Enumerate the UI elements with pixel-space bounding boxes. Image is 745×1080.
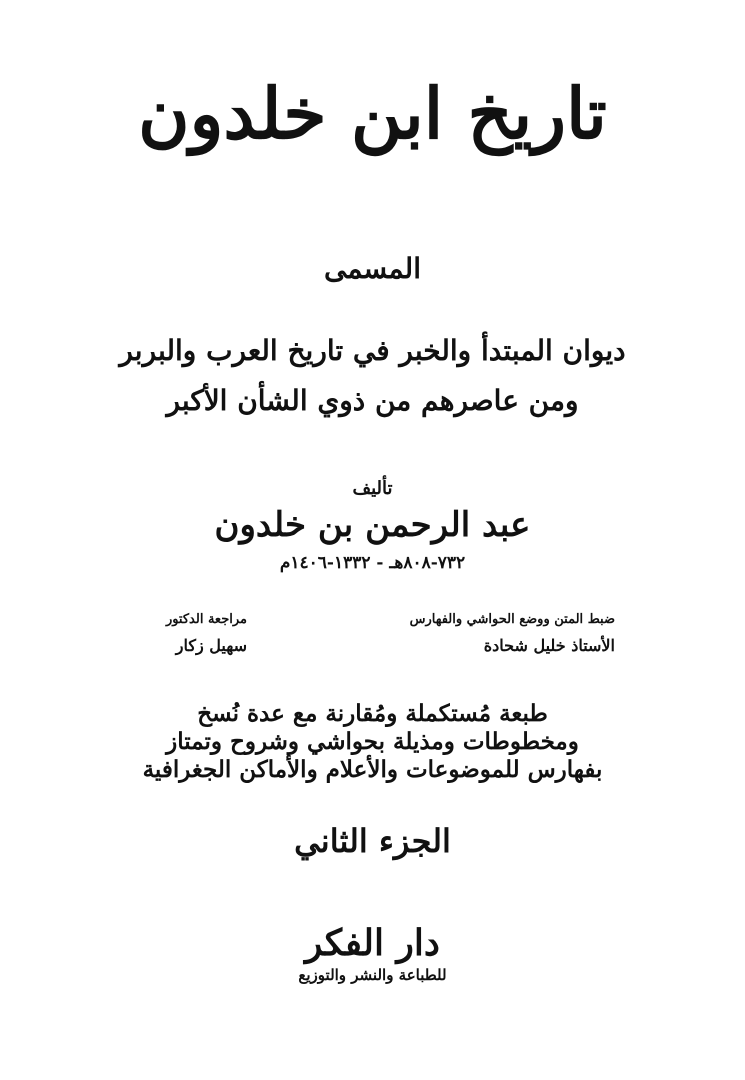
author-name: عبد الرحمن بن خلدون — [214, 505, 531, 545]
editor-role: ضبط المتن ووضع الحواشي والفهارس — [409, 612, 615, 627]
full-title-line-1: ديوان المبتدأ والخبر في تاريخ العرب والبربر — [119, 334, 626, 367]
edition-note-line-1: طبعة مُستكملة ومُقارنة مع عدة نُسخ — [197, 700, 548, 727]
edition-note-line-2: ومخطوطات ومذيلة بحواشي وشروح وتمتاز — [166, 728, 579, 755]
reviewer-credit — [166, 608, 247, 660]
edition-note-line-3: بفهارس للموضوعات والأعلام والأماكن الجغرافية — [142, 756, 603, 783]
full-title-line-2: ومن عاصرهم من ذوي الشأن الأكبر — [166, 384, 579, 417]
editor-name: الأستاذ خليل شحادة — [483, 636, 615, 655]
reviewer-role: مراجعة الدكتور — [165, 612, 247, 627]
author-dates: ٧٣٢-٨٠٨هـ - ١٣٣٢-١٤٠٦م — [279, 553, 466, 573]
reviewer-name: سهيل زكار — [175, 636, 247, 655]
volume-label: الجزء الثاني — [294, 822, 451, 860]
publisher-logo: دار الفكر — [305, 922, 440, 964]
named-label: المسمى — [323, 252, 421, 285]
book-title: تاريخ ابن خلدون — [138, 72, 607, 155]
publisher-tagline: للطباعة والنشر والتوزيع — [298, 966, 447, 984]
authored-by-label: تأليف — [352, 478, 393, 499]
editor-credit — [410, 608, 615, 660]
